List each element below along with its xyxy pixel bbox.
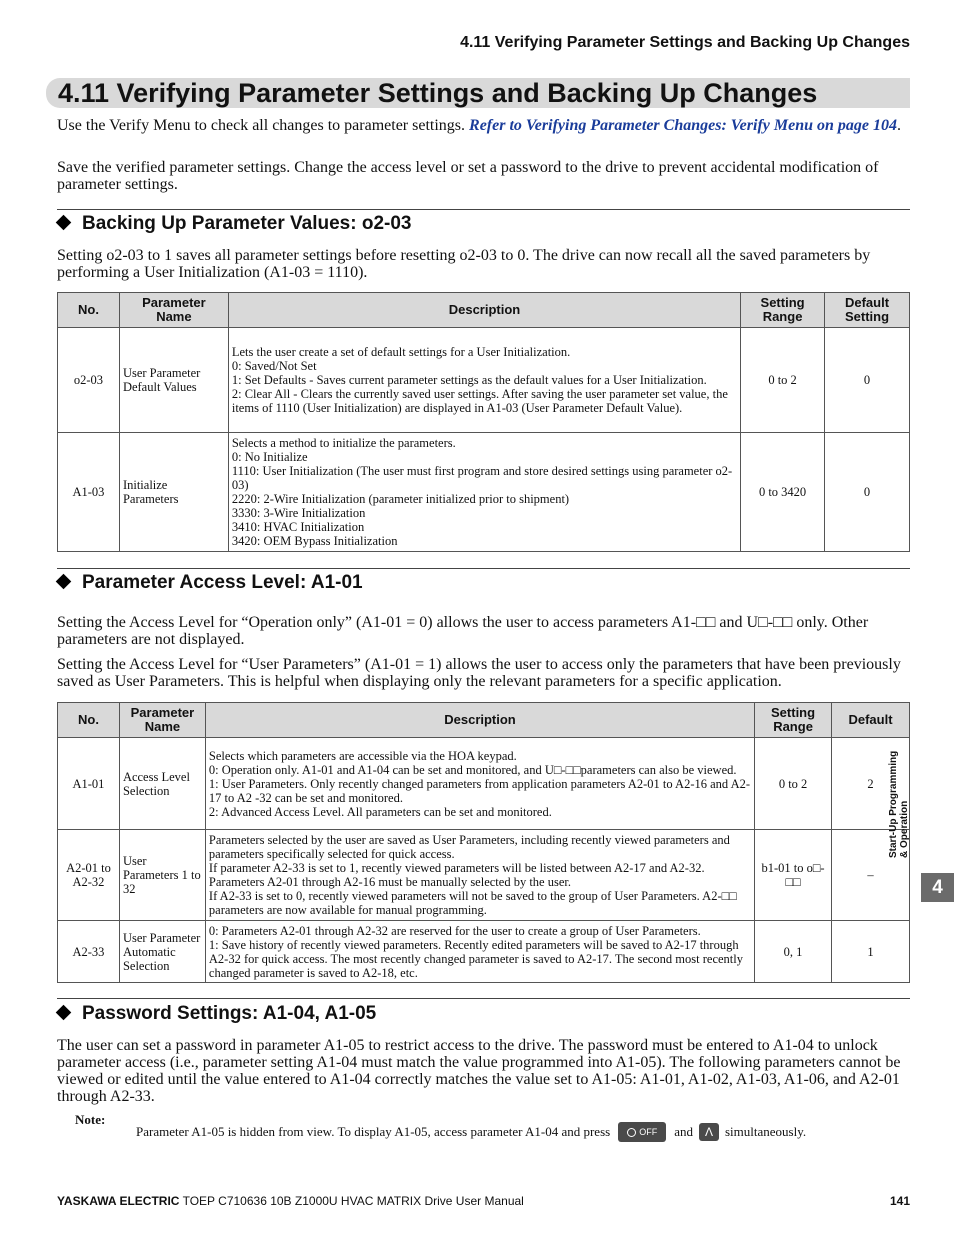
default-setting: –	[832, 830, 910, 921]
section-heading-text: Parameter Access Level: A1-01	[82, 572, 363, 593]
table-row	[58, 738, 910, 830]
footer-doc-title: TOEP C710636 10B Z1000U HVAC MATRIX Drive User Manual	[179, 1194, 524, 1208]
param-number: A1-03	[58, 433, 120, 552]
up-arrow-key-icon	[699, 1123, 719, 1141]
default-setting: 1	[832, 921, 910, 983]
chapter-tab: 4	[921, 873, 954, 902]
param-description	[205, 921, 754, 983]
intro-paragraph-1	[57, 117, 912, 134]
description-line: 3420: OEM Bypass Initialization	[231, 534, 398, 548]
access-level-paragraph-1: Setting the Access Level for “Operation only” (A1-01 = 0) allows the user to access parameters A1-□□ and U□-□□ only. Other parameters are not displayed.	[57, 614, 869, 648]
intro-paragraph-2: Save the verified parameter settings. Change the access level or set a password to the drive to prevent accidental modification of parameter settings.	[57, 159, 879, 193]
column-header: Parameter Name	[119, 703, 205, 738]
setting-range: 0, 1	[755, 921, 832, 983]
description-line: 2: Clear All - Clears the currently saved user settings. After saving the user parameter set value, the items of 1110 (User Initialization) are displayed in A1-03 (User Parameter Default Value).	[231, 387, 728, 415]
param-description	[228, 328, 740, 433]
intro-text: Use the Verify Menu to check all changes to parameter settings.	[57, 117, 470, 134]
description-line: 0: Parameters A2-01 through A2-32 are reserved for the user to create a group of User Parameters.	[208, 923, 701, 938]
note-and: and	[674, 1124, 693, 1139]
setting-range: b1-01 to o□-□□	[755, 830, 832, 921]
off-key-label: OFF	[639, 1127, 658, 1137]
table-row	[58, 921, 910, 983]
param-description	[205, 830, 754, 921]
side-tab-line: Start-Up Programming	[888, 750, 899, 858]
table-row	[58, 328, 910, 433]
default-setting: 0	[825, 328, 910, 433]
diamond-bullet-icon	[56, 574, 72, 590]
running-header: 4.11 Verifying Parameter Settings and Backing Up Changes	[460, 34, 910, 51]
backup-parameter-table	[57, 292, 910, 552]
page-title: 4.11 Verifying Parameter Settings and Backing Up Changes	[58, 78, 818, 108]
backup-paragraph: Setting o2-03 to 1 saves all parameter settings before resetting o2-03 to 0. The drive can now recall all the saved parameters by performing a User Initialization (A1-03 = 1110).	[57, 247, 871, 281]
column-header: Description	[205, 703, 754, 738]
column-header: Setting Range	[741, 293, 825, 328]
verify-menu-link[interactable]: Refer to Verifying Parameter Changes: Verify Menu on page 104	[469, 117, 898, 134]
password-paragraph: The user can set a password in parameter A1-05 to restrict access to the drive. The password must be entered to A1-04 to unlock parameter access (i.e., parameter setting A1-04 must match the value programmed into A1-05). The following parameters cannot be viewed or edited until the value entered to A1-04 correctly matches the value set to A1-05: A1-01, A1-02, A1-03, A1-06, and A2-01 through A2-33.	[57, 1037, 901, 1105]
access-level-paragraph-2: Setting the Access Level for “User Parameters” (A1-01 = 1) allows the user to access only the parameters that have been previously saved as User Parameters. This is helpful when displaying only the relevant parameters for a specific application.	[57, 656, 901, 690]
footer-brand: YASKAWA ELECTRIC	[57, 1194, 180, 1208]
description-line: 2220: 2-Wire Initialization (parameter initialized prior to shipment)	[231, 492, 570, 506]
section-divider	[57, 998, 910, 999]
section-divider	[57, 209, 910, 210]
description-line: 3410: HVAC Initialization	[231, 520, 365, 534]
up-key-label: Λ	[704, 1125, 713, 1139]
description-line: If A2-33 is set to 0, recently viewed parameters will not be saved to the group of User Parameters. A2-□□ parameters are now available for manual programming.	[208, 889, 737, 917]
page-number: 141	[889, 1194, 910, 1208]
diamond-bullet-icon	[56, 1005, 72, 1021]
diamond-bullet-icon	[56, 215, 72, 231]
description-line: 3330: 3-Wire Initialization	[231, 506, 366, 520]
description-line: 1: Set Defaults - Saves current parameter settings as the default values for a User Initialization.	[231, 373, 707, 387]
param-name: User Parameter Default Values	[119, 328, 228, 433]
note-text: Parameter A1-05 is hidden from view. To display A1-05, access parameter A1-04 and press	[136, 1124, 611, 1139]
access-level-parameter-table	[57, 702, 910, 983]
param-number: o2-03	[58, 328, 120, 433]
param-number: A2-01 to A2-32	[58, 830, 120, 921]
param-name: Initialize Parameters	[119, 433, 228, 552]
column-header: Default Setting	[825, 293, 910, 328]
param-number: A1-01	[58, 738, 120, 830]
section-heading-text: Password Settings: A1-04, A1-05	[82, 1003, 377, 1024]
setting-range: 0 to 2	[755, 738, 832, 830]
side-tab-label	[888, 738, 910, 858]
default-setting: 2	[832, 738, 910, 830]
side-tab-line: & Operation	[899, 800, 910, 858]
setting-range: 0 to 3420	[741, 433, 825, 552]
description-line: 0: Saved/Not Set	[231, 359, 317, 373]
param-name: User Parameters 1 to 32	[119, 830, 205, 921]
intro-period: .	[897, 117, 902, 134]
description-line: 1110: User Initialization (The user must first program and store desired settings using parameter o2-03)	[231, 464, 733, 492]
section-heading-access-level	[55, 572, 363, 594]
description-line: 1: Save history of recently viewed parameters. Recently edited parameters will be saved to A2-17 through A2-32 for quick access. The most recently changed parameter is saved to A2-17. The second most recently changed parameter is saved to A2-18, etc.	[208, 937, 743, 980]
column-header: No.	[58, 703, 120, 738]
description-line: Parameters selected by the user are saved as User Parameters, including recently viewed parameters and parameters specifically selected for quick access.	[208, 833, 730, 861]
setting-range: 0 to 2	[741, 328, 825, 433]
table-row	[58, 433, 910, 552]
description-line: Lets the user create a set of default settings for a User Initialization.	[231, 345, 571, 359]
default-setting: 0	[825, 433, 910, 552]
description-line: Selects a method to initialize the parameters.	[231, 436, 456, 450]
param-description	[205, 738, 754, 830]
column-header: No.	[58, 293, 120, 328]
param-description	[228, 433, 740, 552]
section-divider	[57, 568, 910, 569]
column-header: Setting Range	[755, 703, 832, 738]
table-row	[58, 830, 910, 921]
section-heading-backup	[55, 213, 411, 235]
note-label: Note:	[75, 1112, 106, 1127]
note-end: simultaneously.	[724, 1124, 807, 1139]
param-name: User Parameter Automatic Selection	[119, 921, 205, 983]
column-header: Default	[832, 703, 910, 738]
param-name: Access Level Selection	[119, 738, 205, 830]
description-line: 2: Advanced Access Level. All parameters can be set and monitored.	[208, 804, 552, 819]
footer-doc-info	[57, 1194, 524, 1208]
description-line: 0: No Initialize	[231, 450, 308, 464]
description-line: Selects which parameters are accessible via the HOA keypad.	[208, 748, 517, 763]
note	[136, 1122, 806, 1142]
off-key-icon	[618, 1122, 666, 1142]
power-icon	[627, 1128, 636, 1137]
description-line: 0: Operation only. A1-01 and A1-04 can be set and monitored, and U□-□□parameters can also be viewed.	[208, 762, 737, 777]
description-line: If parameter A2-33 is set to 1, recently viewed parameters will be listed between A2-17 and A2-32. Parameters A2-01 through A2-16 must be manually selected by the user.	[208, 861, 705, 889]
description-line: 1: User Parameters. Only recently changed parameters from application parameters A2-01 to A2-16 and A2-17 to A2 -32 can be set and monitored.	[208, 776, 751, 805]
param-number: A2-33	[58, 921, 120, 983]
column-header: Parameter Name	[119, 293, 228, 328]
section-heading-password	[55, 1003, 376, 1025]
column-header: Description	[228, 293, 740, 328]
section-heading-text: Backing Up Parameter Values: o2-03	[82, 213, 412, 234]
